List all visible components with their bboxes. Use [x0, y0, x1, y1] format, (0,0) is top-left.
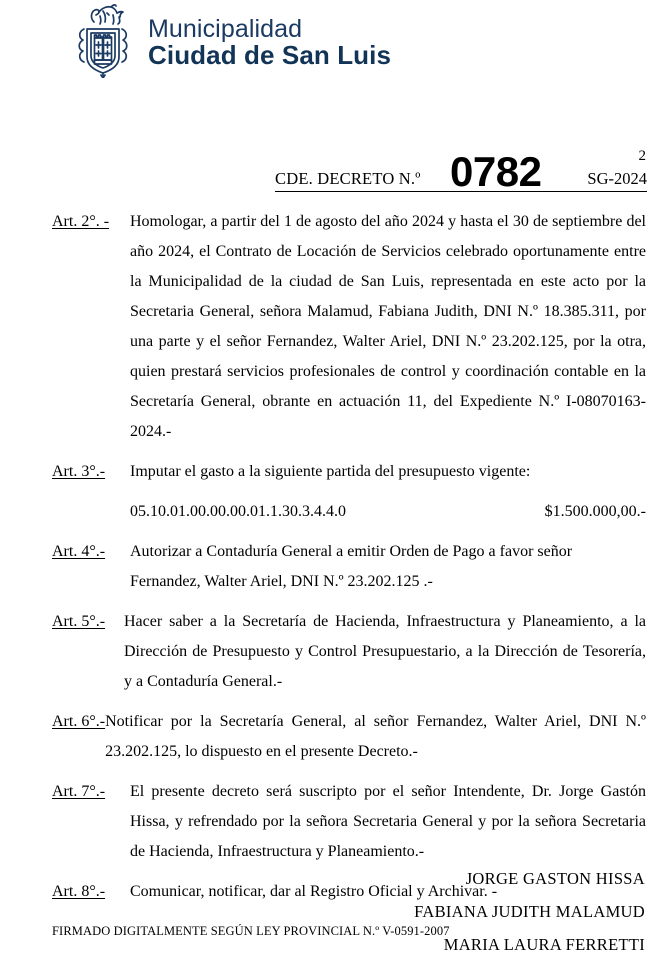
decree-header [275, 148, 647, 195]
article-3 [52, 457, 646, 487]
article-5-text: Hacer saber a la Secretaría de Hacienda, Infraestructura y Planeamiento, a la Dirección de Presupuesto y Control Presupuestario, a la Dirección de Tesorería, y a Contaduría General.- [124, 613, 646, 690]
budget-line [52, 497, 646, 527]
signature-name-secretaria-general: FABIANA JUDITH MALAMUD [414, 902, 645, 921]
document-body [52, 207, 646, 941]
article-6 [52, 707, 646, 767]
article-4-label: Art. 4°.- [52, 543, 106, 560]
decree-label: CDE. DECRETO N.º [275, 169, 421, 188]
article-3-label: Art. 3°.- [52, 463, 106, 480]
article-7 [52, 777, 646, 867]
article-3-text: Imputar el gasto a la siguiente partida del presupuesto vigente: [130, 463, 531, 480]
budget-amount: $1.500.000,00.- [544, 503, 646, 520]
letterhead-brand [148, 10, 391, 70]
article-7-text: El presente decreto será suscripto por el señor Intendente, Dr. Jorge Gastón Hissa, y refrendado por la señora Secretaria General y por la señora Secretaria de Hacienda, Infraestructura y Planeamiento.- [130, 783, 646, 860]
signature-name-intendente: JORGE GASTON HISSA [465, 869, 645, 888]
decree-suffix: SG-2024 [587, 169, 647, 188]
budget-account-code: 05.10.01.00.00.00.01.1.30.3.4.4.0 [130, 503, 346, 520]
article-6-text: Notificar por la Secretaría General, al señor Fernandez, Walter Ariel, DNI N.º 23.202.125, lo dispuesto en el presente Decreto.- [105, 713, 646, 760]
signature-block [414, 862, 645, 961]
article-4 [52, 537, 646, 597]
signature-name-secretaria-hacienda: MARIA LAURA FERRETTI [443, 935, 645, 954]
article-8-text: Comunicar, notificar, dar al Registro Oficial y Archivar. - [130, 883, 498, 900]
article-4-text: Autorizar a Contaduría General a emitir Orden de Pago a favor señor Fernandez, Walter Ariel, DNI N.º 23.202.125 .- [130, 543, 573, 590]
article-5 [52, 607, 646, 697]
digital-signature-notice: FIRMADO DIGITALMENTE SEGÚN LEY PROVINCIAL N.º V-0591-2007 [52, 924, 450, 938]
article-2 [52, 207, 646, 447]
article-2-text: Homologar, a partir del 1 de agosto del año 2024 y hasta el 30 de septiembre del año 2024, el Contrato de Locación de Servicios celebrado oportunamente entre la Municipalidad de la ciudad de San Luis, representada en este acto por la Secretaria General, señora Malamud, Fabiana Judith, DNI N.º 18.385.311, por una parte y el señor Fernandez, Walter Ariel, DNI N.º 23.202.125, por la otra, quien prestará servicios profesionales de control y coordinación contable en la Secretaría General, obrante en actuación 11, del Expediente N.º I-08070163-2024.- [130, 213, 646, 440]
article-7-label: Art. 7°.- [52, 783, 106, 800]
san-luis-coat-of-arms-icon [70, 2, 136, 78]
article-6-label: Art. 6°.- [52, 713, 106, 730]
letterhead-line-2: Ciudad de San Luis [148, 40, 392, 71]
letterhead [70, 2, 391, 78]
letterhead-line-1: Municipalidad [148, 14, 303, 43]
article-8-label: Art. 8°.- [52, 883, 106, 900]
decree-number: 0782 [450, 148, 542, 195]
article-2-label: Art. 2°. - [52, 213, 110, 230]
article-5-label: Art. 5°.- [52, 613, 106, 630]
page-number: 2 [638, 148, 646, 164]
